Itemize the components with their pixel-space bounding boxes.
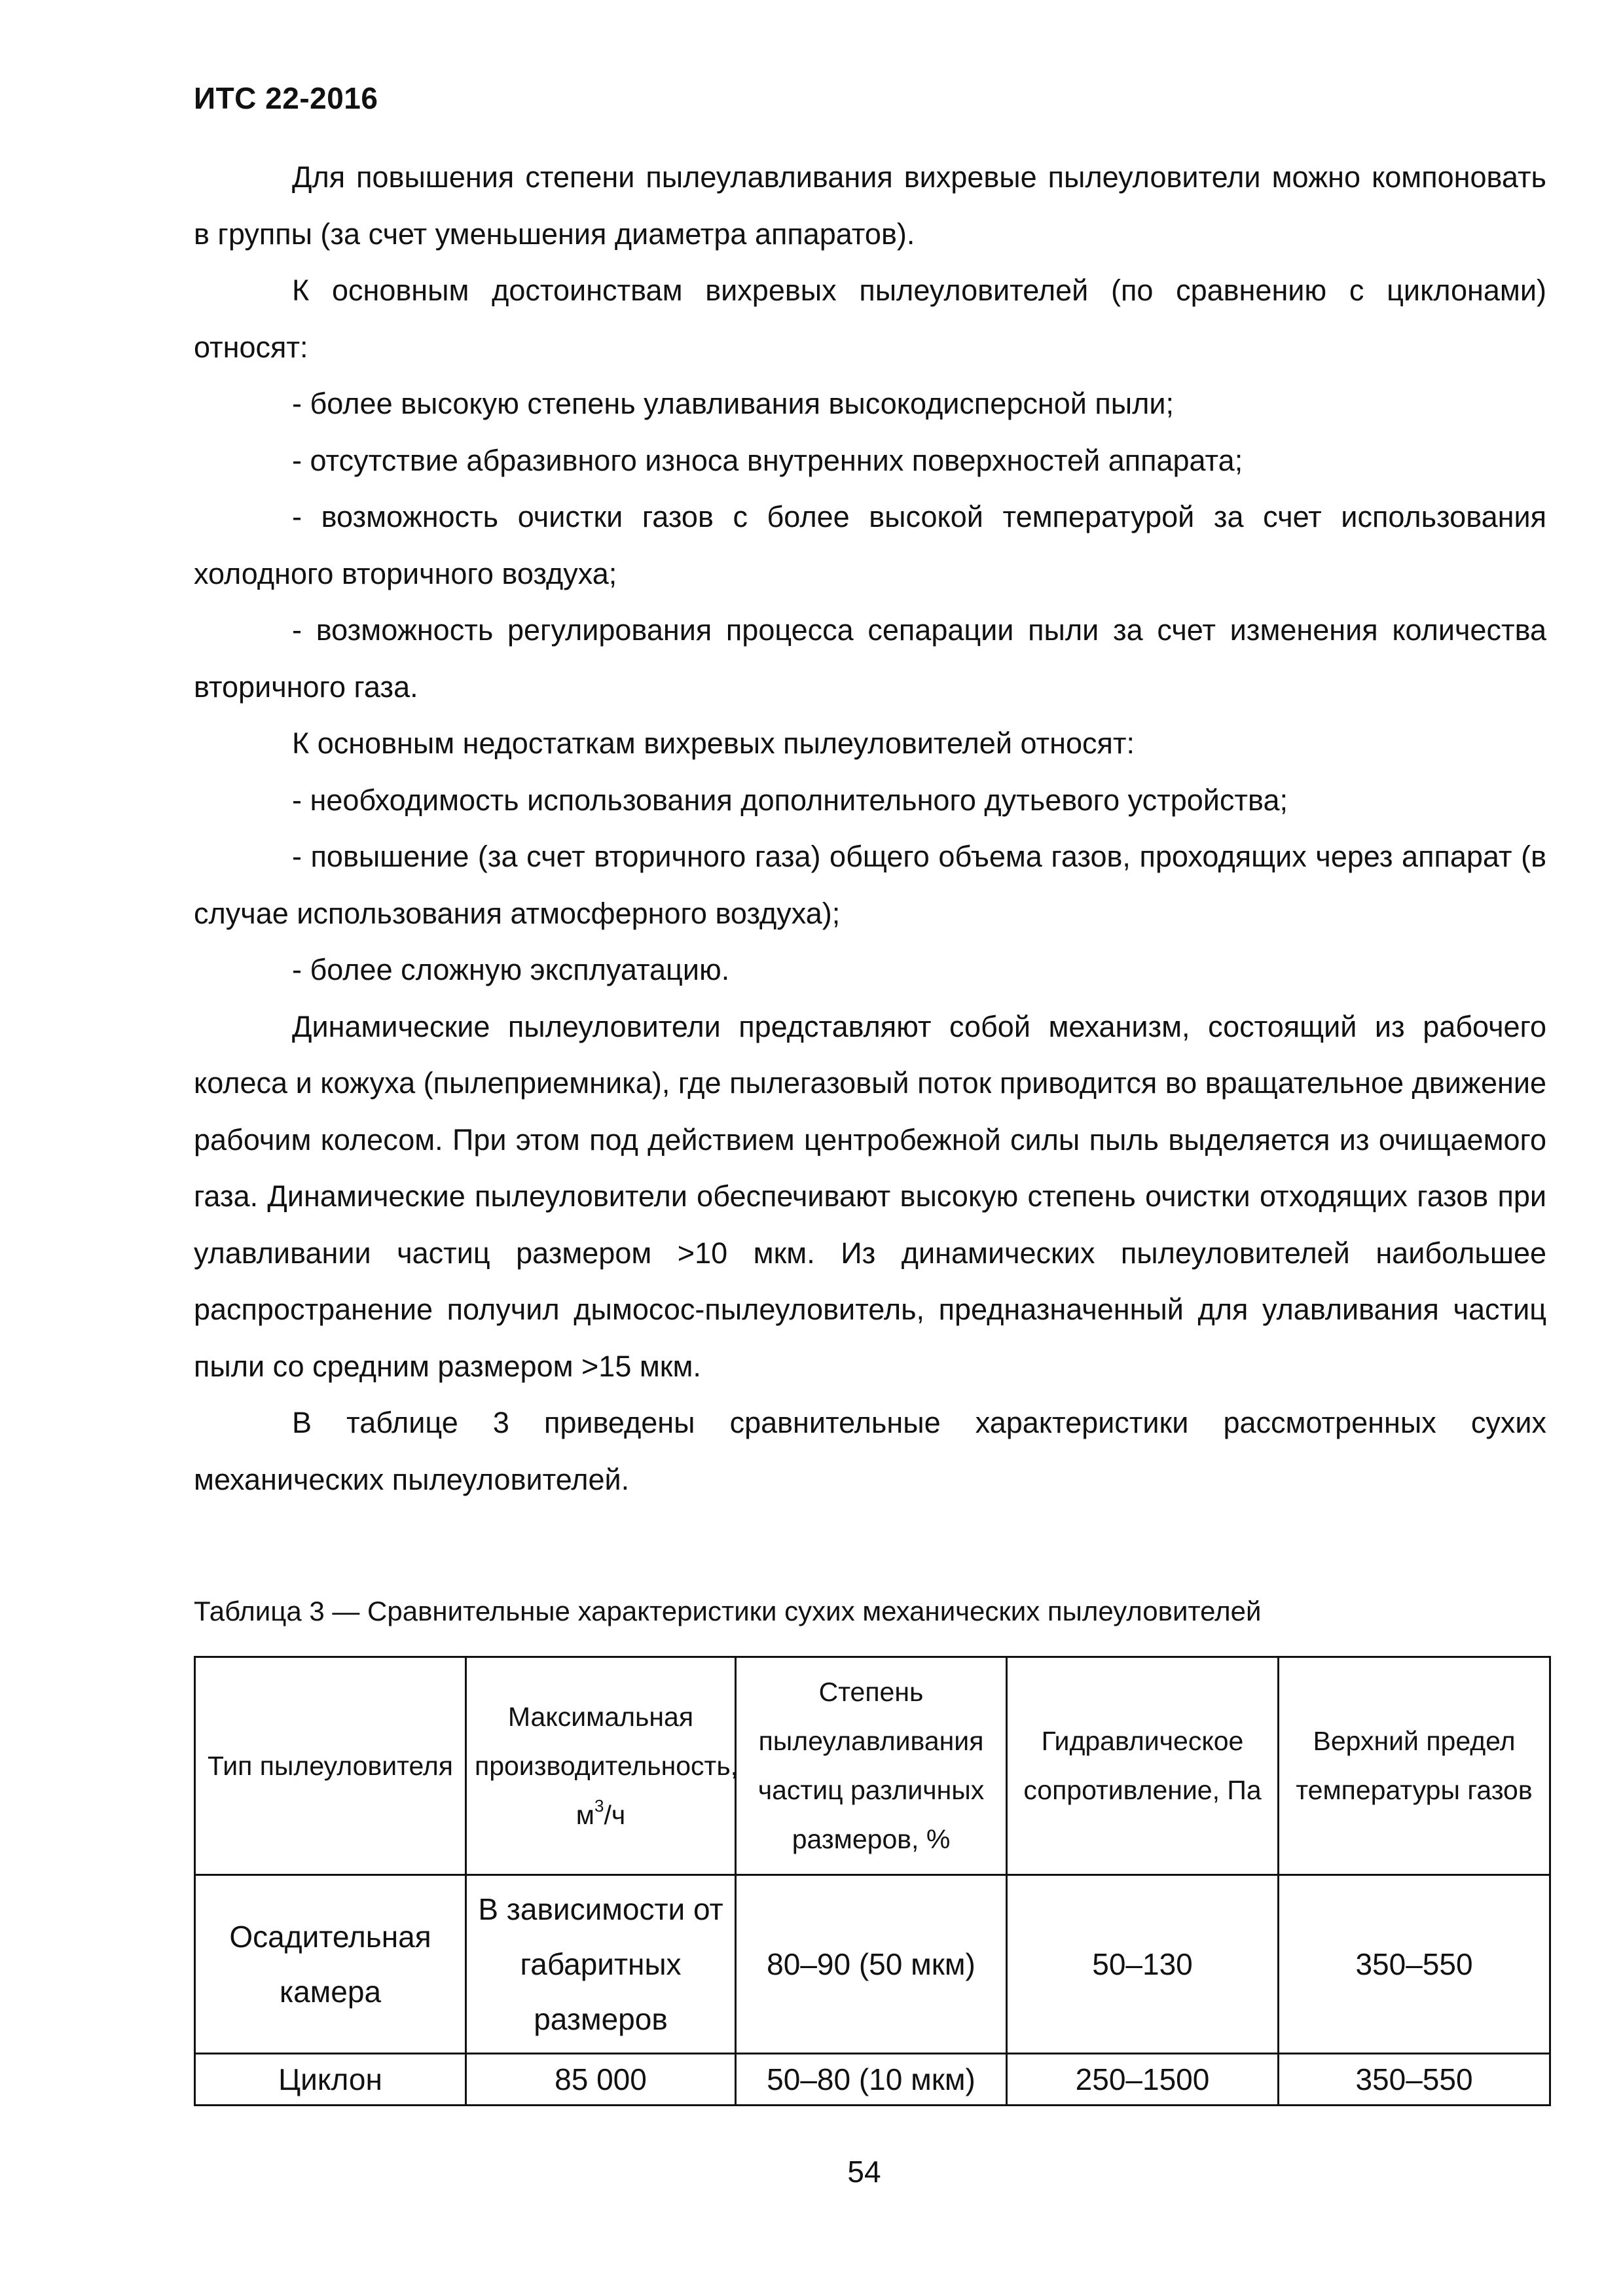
body-text (194, 149, 1546, 1508)
comparison-table (194, 1656, 1551, 2106)
header-resistance: Гидравлическое сопротивление, Па (1007, 1657, 1279, 1875)
paragraph: В таблице 3 приведены сравнительные характеристики рассмотренных сухих механических пылеуловителей. (194, 1406, 1546, 1496)
list-item: - необходимость использования дополнительного дутьевого устройства; (292, 783, 1288, 817)
table-row (195, 1875, 1550, 2054)
paragraph: К основным недостаткам вихревых пылеуловителей относят: (292, 726, 1135, 760)
cell-resistance: 250–1500 (1007, 2054, 1279, 2106)
header-capacity (466, 1657, 739, 1875)
document-code-header: ИТС 22-2016 (194, 81, 378, 115)
cell-capacity: 85 000 (466, 2054, 736, 2106)
list-item: - более сложную эксплуатацию. (292, 953, 730, 986)
list-item: - отсутствие абразивного износа внутренних поверхностей аппарата; (292, 443, 1243, 477)
header-capacity-superscript: 3 (594, 1795, 604, 1816)
cell-temperature: 350–550 (1279, 1875, 1550, 2054)
paragraph: Динамические пылеуловители представляют собой механизм, состоящий из рабочего колеса и кожуха (пылеприемника), где пылегазовый поток приводится во вращательное движение рабочим колесом. При этом под действием центробежной силы пыль выделяется из очищаемого газа. Динамические пылеуловители обеспечивают высокую степень очистки отходящих газов при улавливании частиц размером >10 мкм. Из динамических пылеуловителей наибольшее распространение получил дымосос-пылеуловитель, предназначенный для улавливания частиц пыли со средним размером >15 мкм. (194, 1009, 1546, 1383)
list-item: - более высокую степень улавливания высокодисперсной пыли; (292, 387, 1174, 420)
header-capacity-text: Максимальная производительность, м (475, 1701, 739, 1830)
cell-efficiency: 80–90 (50 мкм) (736, 1875, 1007, 2054)
cell-type: Циклон (195, 2054, 466, 2106)
list-item: - возможность очистки газов с более высокой температурой за счет использования холодного вторичного воздуха; (194, 500, 1546, 590)
header-type: Тип пылеуловителя (195, 1657, 466, 1875)
header-capacity-unit-tail: /ч (604, 1799, 626, 1830)
table-row (195, 2054, 1550, 2106)
cell-capacity: В зависимости от габаритных размеров (466, 1875, 736, 2054)
cell-resistance: 50–130 (1007, 1875, 1279, 2054)
list-item: - возможность регулирования процесса сепарации пыли за счет изменения количества вторичного газа. (194, 613, 1546, 704)
cell-type: Осадительная камера (195, 1875, 466, 2054)
paragraph: Для повышения степени пылеулавливания вихревые пылеуловители можно компоновать в группы (за счет уменьшения диаметра аппаратов). (194, 160, 1546, 251)
header-efficiency: Степень пылеулавливания частиц различных размеров, % (736, 1657, 1007, 1875)
list-item: - повышение (за счет вторичного газа) общего объема газов, проходящих через аппарат (в случае использования атмосферного воздуха); (194, 840, 1546, 930)
page-number: 54 (847, 2155, 881, 2189)
cell-efficiency: 50–80 (10 мкм) (736, 2054, 1007, 2106)
table-header-row (195, 1657, 1550, 1875)
table-caption: Таблица 3 — Сравнительные характеристики сухих механических пылеуловителей (194, 1596, 1262, 1626)
paragraph: К основным достоинствам вихревых пылеуловителей (по сравнению с циклонами) относят: (194, 274, 1546, 364)
cell-temperature: 350–550 (1279, 2054, 1550, 2106)
header-temperature: Верхний предел температуры газов (1279, 1657, 1550, 1875)
